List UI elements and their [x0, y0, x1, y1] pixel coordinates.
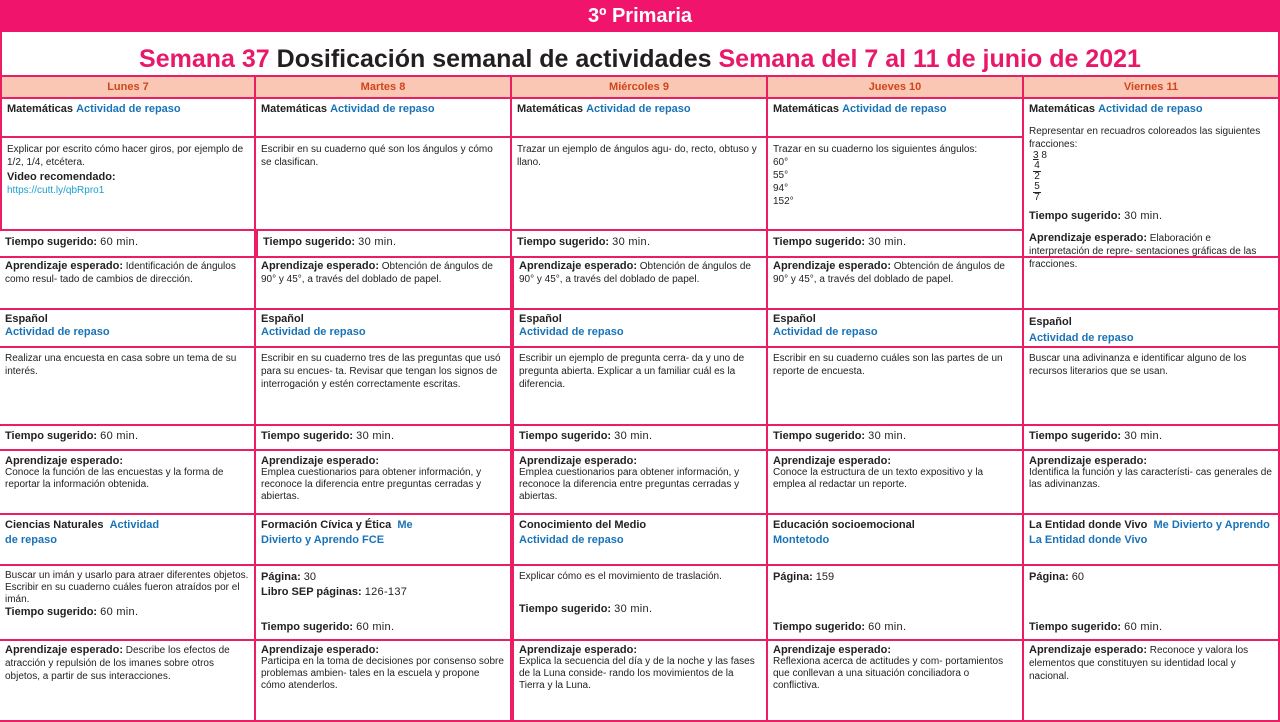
esp-subject-jueves: Español Actividad de repaso — [768, 310, 1024, 348]
day-header-viernes: Viernes 11 — [1024, 77, 1280, 99]
video-link[interactable]: https://cutt.ly/qbRpro1 — [7, 185, 105, 196]
mat-time-martes: Tiempo sugerido: 30 min. — [256, 231, 512, 258]
esp-learning-lunes: Aprendizaje esperado: Conoce la función de las encuestas y la forma de reportar la información obtenida. — [0, 451, 256, 515]
mat-task-miercoles: Trazar un ejemplo de ángulos agu- do, recto, obtuso y llano. — [512, 138, 768, 231]
fractions-list: 3 8 $\frac{4}{2}$ $\frac{5}{7}$ — [1033, 150, 1047, 203]
esp-learning-viernes: Aprendizaje esperado: Identifica la función y las característi- cas generales de las adivinanzas. — [1024, 451, 1280, 515]
esp-learning-martes: Aprendizaje esperado: Emplea cuestionarios para obtener información, y reconoce la diferencia entre preguntas cerradas y abiertas. — [256, 451, 512, 515]
esp-subject-viernes: Español Actividad de repaso — [1024, 310, 1280, 348]
mat-time-jueves: Tiempo sugerido: 30 min. — [768, 231, 1024, 258]
otros-task-martes: Página: 30 Libro SEP páginas: 126-137 Tiempo sugerido: 60 min. — [256, 566, 512, 641]
otros-task-miercoles: Explicar cómo es el movimiento de traslación. Tiempo sugerido: 30 min. — [512, 566, 768, 641]
otros-learning-viernes: Aprendizaje esperado: Reconoce y valora los elementos que constituyen su identidad local y nacional. — [1024, 641, 1280, 722]
esp-learning-miercoles: Aprendizaje esperado: Emplea cuestionarios para obtener información, y reconoce la diferencia entre preguntas cerradas y abiertas. — [512, 451, 768, 515]
day-header-martes: Martes 8 — [256, 77, 512, 99]
esp-time-jueves: Tiempo sugerido: 30 min. — [768, 426, 1024, 451]
mat-time-lunes: Tiempo sugerido: 60 min. — [0, 231, 256, 258]
otros-task-jueves: Página: 159 Tiempo sugerido: 60 min. — [768, 566, 1024, 641]
esp-time-miercoles: Tiempo sugerido: 30 min. — [512, 426, 768, 451]
otros-subject-jueves: Educación socioemocional Montetodo — [768, 515, 1024, 566]
mat-task-jueves: Trazar en su cuaderno los siguientes ángulos: 60° 55° 94° 152° — [768, 138, 1024, 231]
mat-learning-martes: Aprendizaje esperado: Obtención de ángulos de 90° y 45°, a través del doblado de papel. — [256, 258, 512, 310]
otros-task-lunes: Buscar un imán y usarlo para atraer diferentes objetos. Escribir en su cuaderno cuáles fueron atraídos por el imán. Tiempo sugerido: 60 min. — [0, 566, 256, 641]
otros-subject-viernes: La Entidad donde Vivo Me Divierto y Aprendo La Entidad donde Vivo — [1024, 515, 1280, 566]
esp-subject-miercoles: Español Actividad de repaso — [512, 310, 768, 348]
mat-learning-lunes: Aprendizaje esperado: Identificación de ángulos como resul- tado de cambios de dirección. — [0, 258, 256, 310]
otros-task-viernes: Página: 60 Tiempo sugerido: 60 min. — [1024, 566, 1280, 641]
otros-learning-miercoles: Aprendizaje esperado: Explica la secuencia del día y de la noche y las fases de la Luna conside- rando los movimientos de la Tierra y la Luna. — [512, 641, 768, 722]
esp-time-martes: Tiempo sugerido: 30 min. — [256, 426, 512, 451]
mat-subject-miercoles: Matemáticas Actividad de repaso — [512, 99, 768, 138]
otros-learning-jueves: Aprendizaje esperado: Reflexiona acerca de actitudes y com- portamientos que conllevan a una situación conciliadora o conflictiva. — [768, 641, 1024, 722]
mat-learning-viernes: Aprendizaje esperado: Elaboración e interpretación de repre- sentaciones gráficas de las fracciones. — [1029, 232, 1257, 270]
otros-subject-lunes: Ciencias Naturales Actividad de repaso — [0, 515, 256, 566]
schedule-table — [0, 75, 1280, 720]
mat-task-lunes: Explicar por escrito cómo hacer giros, por ejemplo de 1/2, 1/4, etcétera. Video recomendado: https://cutt.ly/qbRpro1 — [0, 138, 256, 231]
day-header-jueves: Jueves 10 — [768, 77, 1024, 99]
mat-learning-miercoles: Aprendizaje esperado: Obtención de ángulos de 90° y 45°, a través del doblado de papel. — [512, 258, 768, 310]
otros-learning-lunes: Aprendizaje esperado: Describe los efectos de atracción y repulsión de los imanes sobre otros objetos, a partir de sus interacciones. — [0, 641, 256, 722]
week-label: Semana 37 — [139, 45, 270, 73]
mat-subject-lunes: Matemáticas Actividad de repaso — [0, 99, 256, 138]
otros-subject-miercoles: Conocimiento del Medio Actividad de repaso — [512, 515, 768, 566]
date-range: Semana del 7 al 11 de junio de 2021 — [718, 45, 1141, 73]
otros-learning-martes: Aprendizaje esperado: Participa en la toma de decisiones por consenso sobre problemas ambien- tales en la escuela y propone cómo atenderlos. — [256, 641, 512, 722]
esp-task-jueves: Escribir en su cuaderno cuáles son las partes de un reporte de encuesta. — [768, 348, 1024, 426]
title-text: Dosificación semanal de actividades — [276, 45, 712, 73]
day-header-lunes: Lunes 7 — [0, 77, 256, 99]
esp-subject-lunes: Español Actividad de repaso — [0, 310, 256, 348]
day-header-miercoles: Miércoles 9 — [512, 77, 768, 99]
fraction-3: $\frac{5}{7}$ — [1034, 181, 1040, 203]
esp-time-lunes: Tiempo sugerido: 60 min. — [0, 426, 256, 451]
page-title — [0, 32, 1280, 75]
esp-time-viernes: Tiempo sugerido: 30 min. — [1024, 426, 1280, 451]
esp-task-martes: Escribir en su cuaderno tres de las preguntas que usó para su encues- ta. Revisar que tengan los signos de interrogación y estén correctamente escritas. — [256, 348, 512, 426]
fraction-2: $\frac{4}{2}$ — [1034, 160, 1040, 182]
esp-task-lunes: Realizar una encuesta en casa sobre un tema de su interés. — [0, 348, 256, 426]
mat-learning-jueves: Aprendizaje esperado: Obtención de ángulos de 90° y 45°, a través del doblado de papel. — [768, 258, 1024, 310]
mat-spacer-viernes — [1024, 258, 1280, 310]
mat-time-miercoles: Tiempo sugerido: 30 min. — [512, 231, 768, 258]
mat-cell-viernes: Matemáticas Actividad de repaso Representar en recuadros coloreados las siguientes fracciones: 3 8 $\frac{4}{2}$ $\frac{5}{7}$ Tiempo sugerido: 30 min. Aprendizaje esperado: Elaboración e interpretación de repre- sentaciones gráficas de las fracciones. — [1024, 99, 1280, 258]
esp-task-viernes: Buscar una adivinanza e identificar alguno de los recursos literarios que se usan. — [1024, 348, 1280, 426]
mat-subject-jueves: Matemáticas Actividad de repaso — [768, 99, 1024, 138]
otros-subject-martes: Formación Cívica y Ética Me Divierto y Aprendo FCE — [256, 515, 512, 566]
grade-banner: 3º Primaria — [0, 0, 1280, 32]
mat-task-viernes: Representar en recuadros coloreados las siguientes fracciones: — [1029, 126, 1261, 150]
mat-task-martes: Escribir en su cuaderno qué son los ángulos y cómo se clasifican. — [256, 138, 512, 231]
esp-task-miercoles: Escribir un ejemplo de pregunta cerra- da y uno de pregunta abierta. Explicar a un familiar cuál es la diferencia. — [512, 348, 768, 426]
esp-learning-jueves: Aprendizaje esperado: Conoce la estructura de un texto expositivo y la emplea al redactar un reporte. — [768, 451, 1024, 515]
esp-subject-martes: Español Actividad de repaso — [256, 310, 512, 348]
mat-time-viernes: Tiempo sugerido: 30 min. — [1029, 210, 1163, 222]
mat-subject-martes: Matemáticas Actividad de repaso — [256, 99, 512, 138]
